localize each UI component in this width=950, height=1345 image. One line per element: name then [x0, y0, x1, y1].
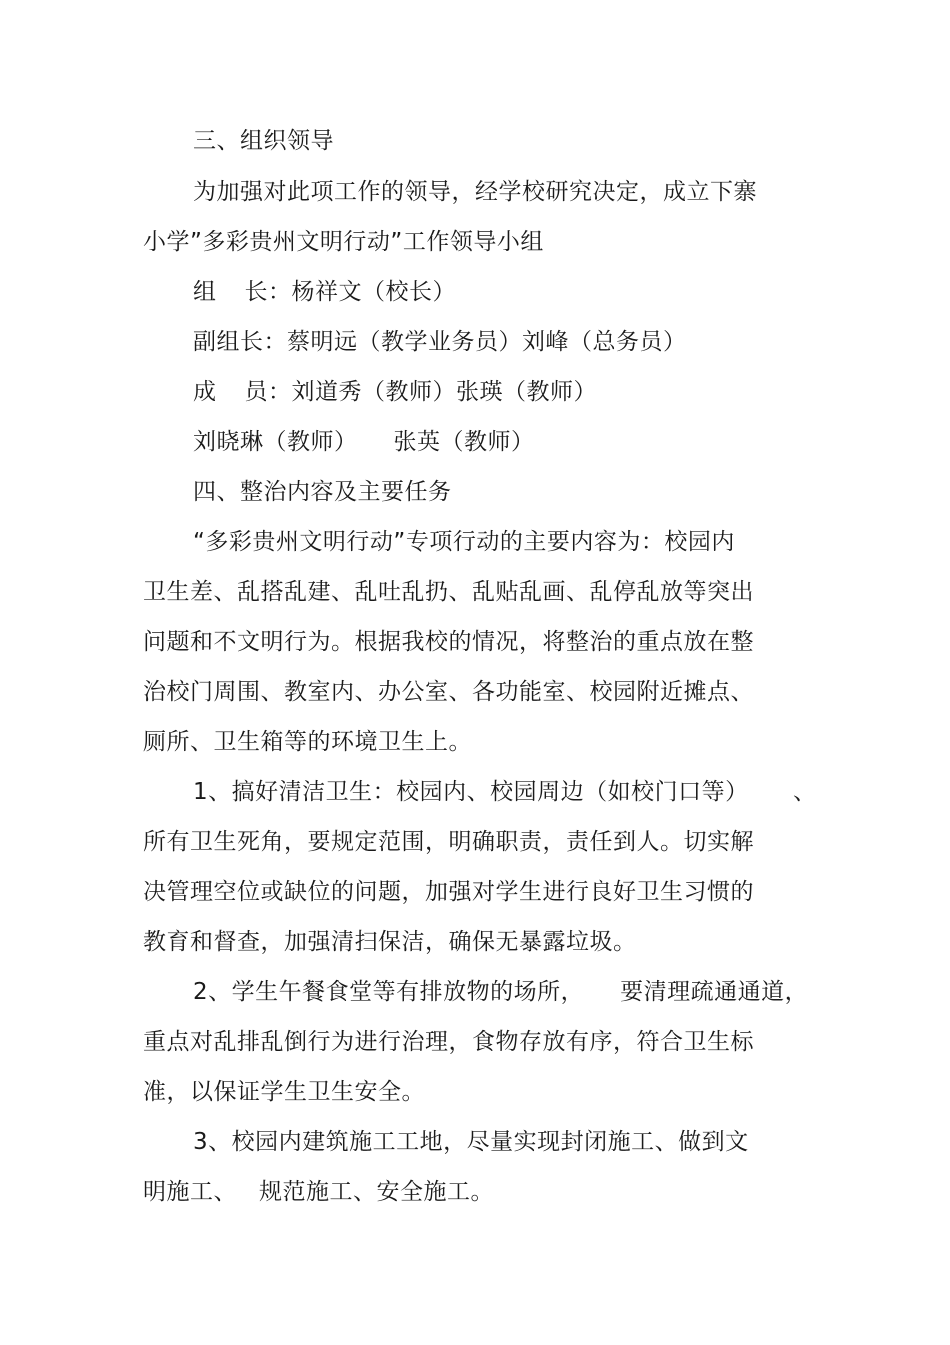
paragraph-line: “多彩贵州文明行动”专项行动的主要内容为：校园内: [193, 529, 735, 555]
paragraph-line: 厕所、卫生箱等的环境卫生上。: [143, 729, 472, 755]
paragraph-line: 卫生差、乱搭乱建、乱吐乱扔、乱贴乱画、乱停乱放等突出: [143, 579, 754, 605]
paragraph-line: 所有卫生死角，要规定范围，明确职责，责任到人。切实解: [143, 829, 754, 855]
task-item-3-part-a: 明施工、: [143, 1179, 237, 1205]
member-line-continued: [193, 427, 535, 457]
leader-label-part: 组: [193, 279, 217, 305]
member-names: 员：刘道秀（教师）张瑛（教师）: [244, 379, 597, 405]
paragraph-line: 问题和不文明行为。根据我校的情况，将整治的重点放在整: [143, 629, 754, 655]
paragraph-line: 重点对乱排乱倒行为进行治理，食物存放有序，符合卫生标: [143, 1029, 754, 1055]
paragraph-line: 小学”多彩贵州文明行动”工作领导小组: [143, 229, 544, 255]
member-name-b: 张英（教师）: [393, 429, 535, 455]
task-item-1-trailing-mark: 、: [793, 779, 817, 805]
paragraph-line: 为加强对此项工作的领导，经学校研究决定，成立下寨: [193, 179, 757, 205]
task-item-3-line: 3、校园内建筑施工工地，尽量实现封闭施工、做到文: [193, 1129, 749, 1155]
task-item-3-line-continued: [143, 1177, 494, 1207]
paragraph-line: 治校门周围、教室内、办公室、各功能室、校园附近摊点、: [143, 679, 754, 705]
section-heading-tasks: 四、整治内容及主要任务: [193, 479, 452, 505]
task-item-2-part-a: 2、学生午餐食堂等有排放物的场所，: [193, 979, 585, 1005]
leader-name: 长：杨祥文（校长）: [244, 279, 456, 305]
task-item-2-part-b: 要清理疏通通道，: [620, 979, 809, 1005]
task-item-2-line: [193, 977, 808, 1007]
member-name-a: 刘晓琳（教师）: [193, 429, 358, 455]
deputy-leader-line: 副组长：蔡明远（教学业务员）刘峰（总务员）: [193, 329, 687, 355]
task-item-1-line: 1、搞好清洁卫生：校园内、校园周边（如校门口等）: [193, 779, 749, 805]
paragraph-line: 准，以保证学生卫生安全。: [143, 1079, 425, 1105]
paragraph-line: 决管理空位或缺位的问题，加强对学生进行良好卫生习惯的: [143, 879, 754, 905]
member-label-part: 成: [193, 379, 217, 405]
task-item-3-part-b: 规范施工、安全施工。: [259, 1179, 494, 1205]
member-line: [193, 377, 597, 407]
leader-line: [193, 277, 456, 307]
paragraph-line: 教育和督查，加强清扫保洁，确保无暴露垃圾。: [143, 929, 637, 955]
section-heading-organization: 三、组织领导: [193, 128, 334, 154]
